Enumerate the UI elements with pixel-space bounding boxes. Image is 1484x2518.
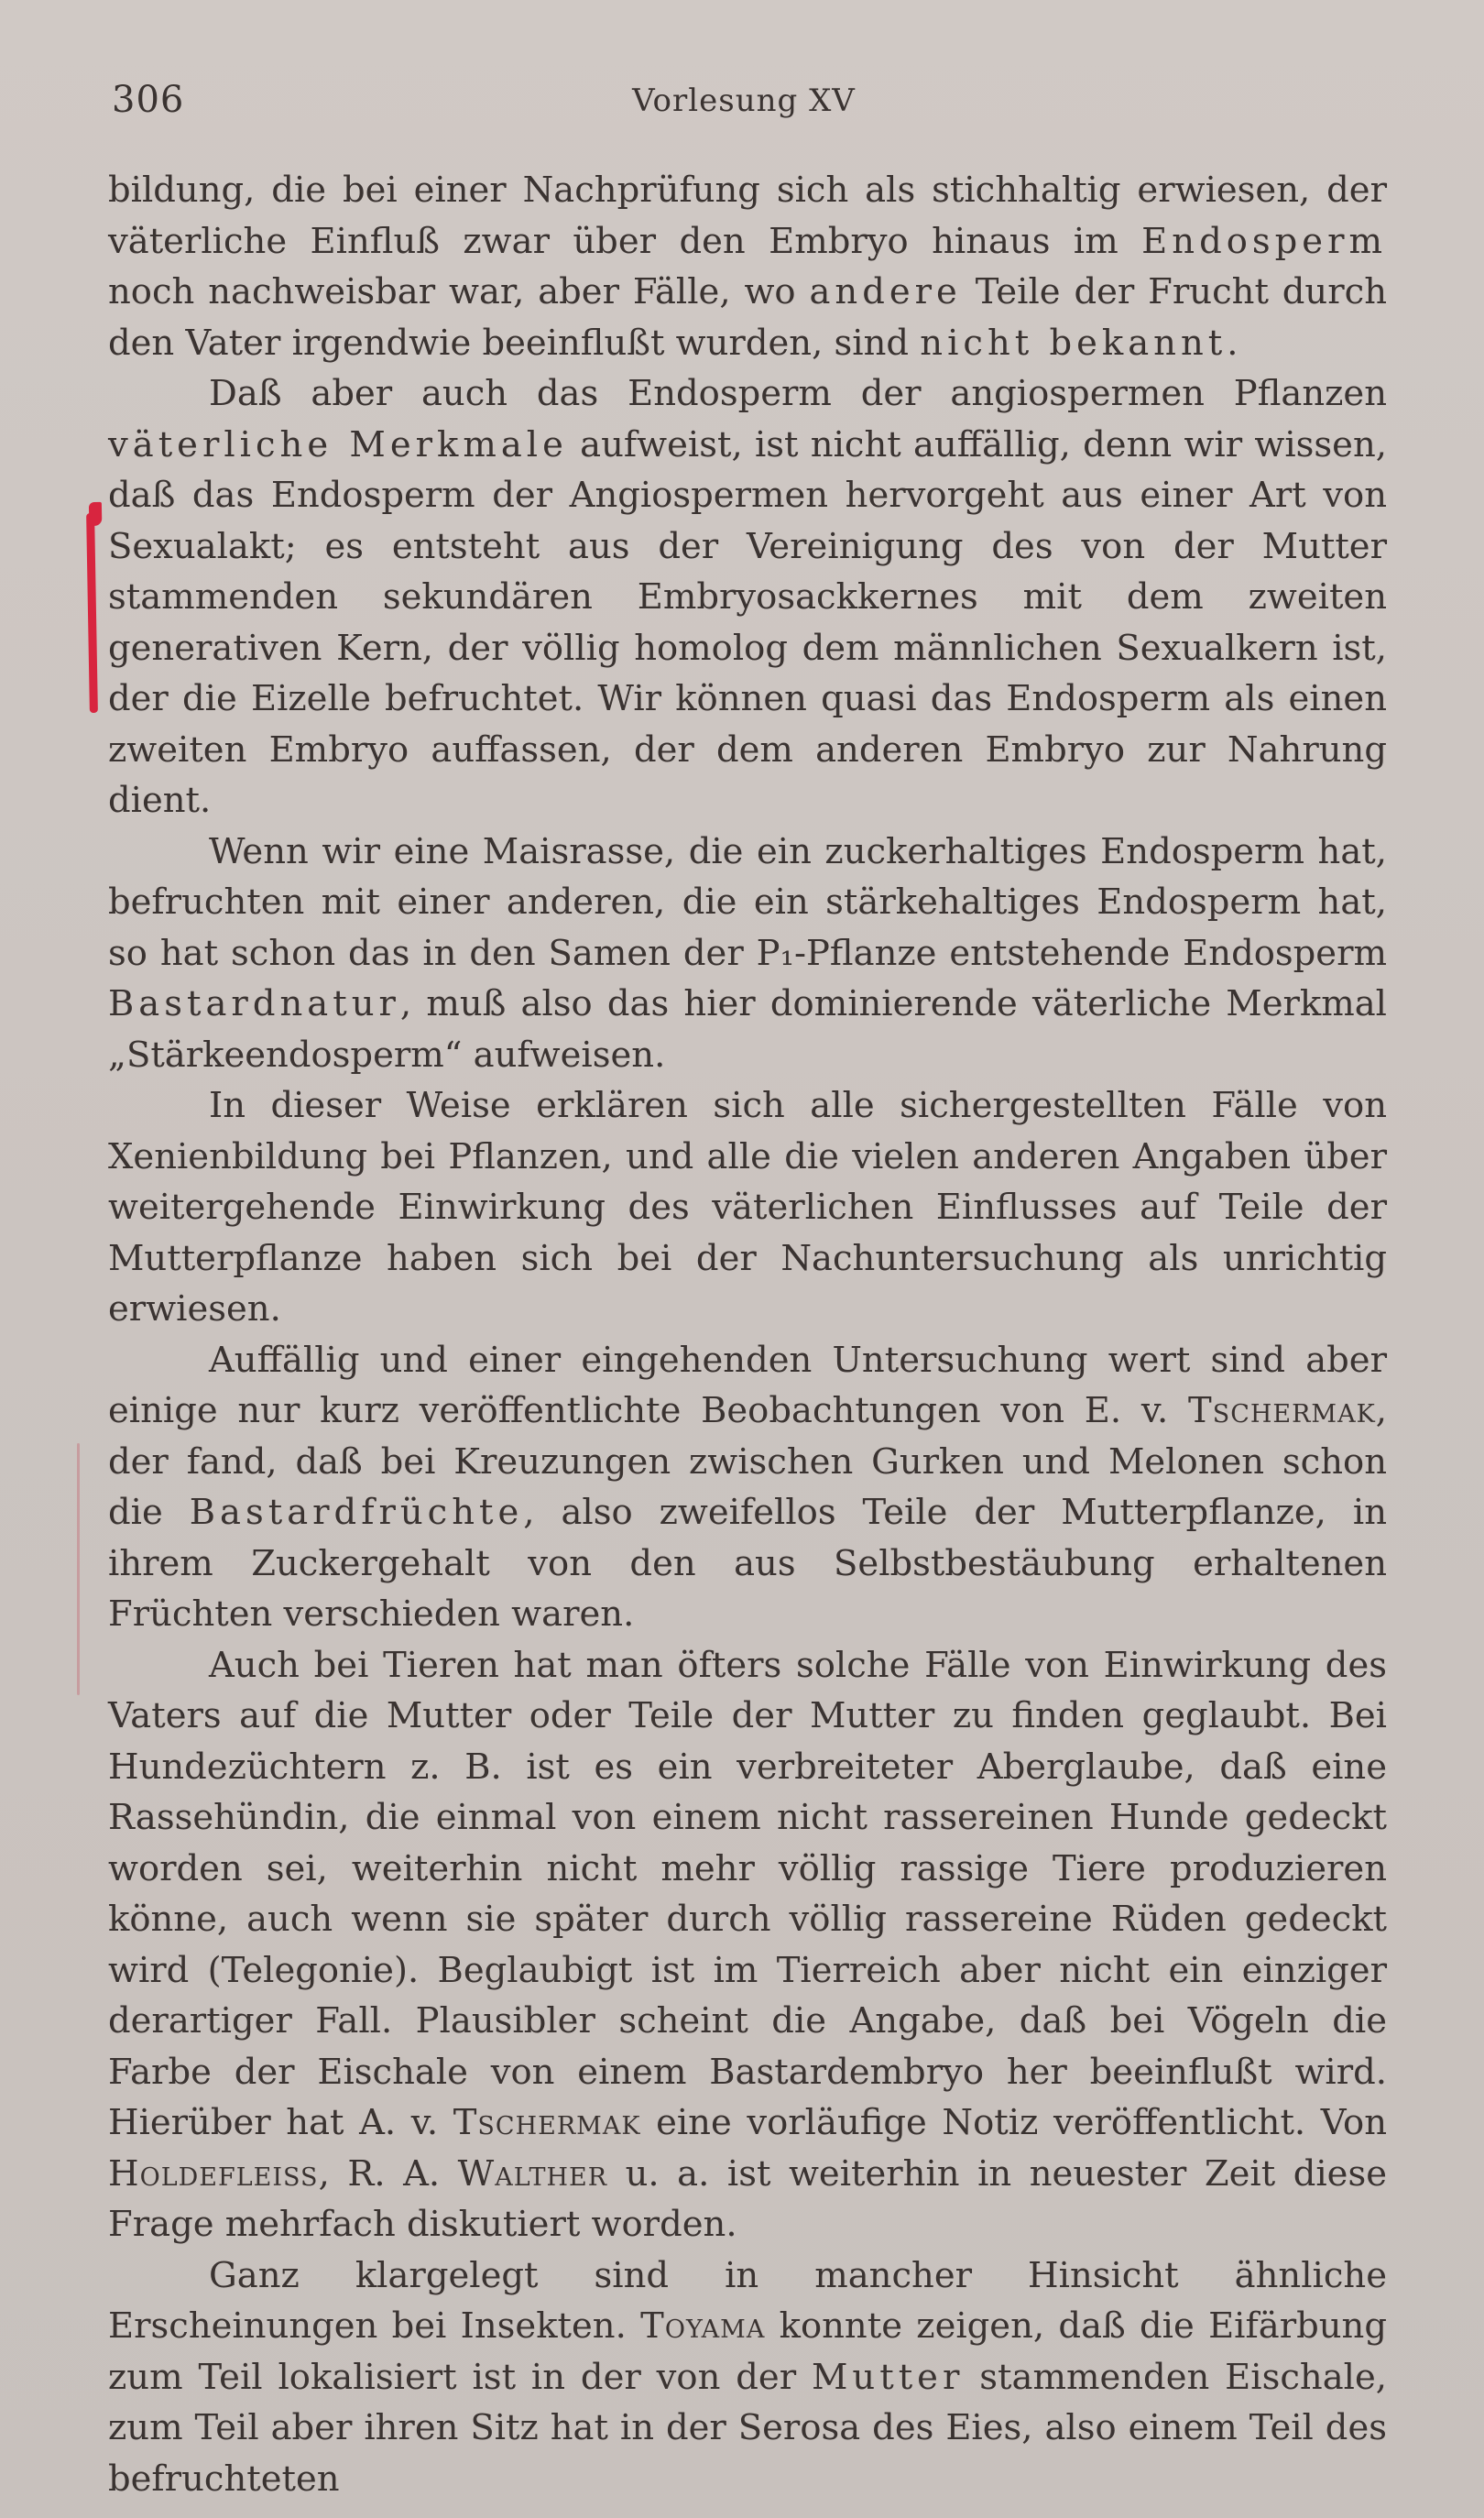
page-header xyxy=(112,79,1376,125)
author-name: Tschermak xyxy=(1188,1390,1376,1431)
author-name: Toyama xyxy=(640,2305,766,2347)
paragraph xyxy=(108,1080,1387,1335)
text-run: aufweist, ist nicht auffällig, denn wir wissen, daß das Endosperm der Angiospermen hervorgeht aus einer Art von Sexualakt; es entsteht aus der Vereinigung des von der Mutter stammenden sekundären Embryosackkernes mit dem zweiten generativen Kern, der völlig homolog dem männlichen Sexualkern ist, der die Eizelle befruchtet. Wir können quasi das Endosperm als einen zweiten Embryo auffassen, der dem anderen Embryo zur Nahrung dient. xyxy=(108,423,1387,821)
body-text xyxy=(108,165,1387,2504)
text-run: Auffällig und einer eingehenden Untersuchung wert sind aber einige nur kurz veröffentlichte Beobachtungen von E. v. xyxy=(108,1339,1387,1431)
text-run: Ganz klargelegt sind in mancher Hinsicht ähnliche Erscheinungen bei Insekten. xyxy=(108,2254,1387,2347)
spaced-emphasis: Bastardnatur xyxy=(108,983,400,1024)
spaced-emphasis: Endosperm xyxy=(1141,220,1387,262)
text-run: Daß aber auch das Endosperm der angiospermen Pflanzen xyxy=(209,373,1387,414)
text-run: eine vorläufige Notiz veröffentlicht. Von xyxy=(640,2102,1388,2143)
author-name: Holdefleiss xyxy=(108,2152,319,2195)
spaced-emphasis: Mutter xyxy=(812,2356,965,2398)
red-margin-mark xyxy=(86,513,98,713)
text-run: konnte zeigen, daß die Eifärbung zum Teil lokalisiert ist in der von der xyxy=(108,2305,1387,2398)
paragraph xyxy=(108,1335,1387,1640)
spaced-emphasis: andere xyxy=(809,271,962,312)
paragraph xyxy=(108,2250,1387,2505)
text-run: Teile der Frucht durch den Vater irgendwie beeinflußt wurden, sind xyxy=(108,271,1387,364)
text-run: , der fand, daß bei Kreuzungen zwischen Gurken und Melonen schon die xyxy=(108,1390,1387,1533)
author-name: Walther xyxy=(457,2152,608,2195)
text-run: In dieser Weise erklären sich alle sichergestellten Fälle von Xenienbildung bei Pflanzen, und alle die vielen anderen Angaben über weitergehende Einwirkung des väterlichen Einflusses auf Teile der Mutterpflanze haben sich bei der Nachuntersuchung als unrichtig erwiesen. xyxy=(108,1085,1387,1330)
text-run: , R. A. xyxy=(318,2152,458,2195)
text-run: u. a. ist weiterhin in neuester Zeit diese Frage mehrfach diskutiert worden. xyxy=(108,2152,1387,2245)
text-run: Wenn wir eine Maisrasse, die ein zuckerhaltiges Endosperm hat, befruchten mit einer anderen, die ein stärkehaltiges Endosperm hat, so hat schon das in den Samen der P₁-Pflanze entstehende Endosperm xyxy=(108,830,1387,974)
spaced-emphasis: nicht bekannt. xyxy=(920,322,1243,364)
paragraph xyxy=(108,165,1387,368)
text-run: Auch bei Tieren hat man öfters solche Fälle von Einwirkung des Vaters auf die Mutter oder Teile der Mutter zu finden geglaubt. Bei Hundezüchtern z. B. ist es ein verbreiteter Aberglaube, daß eine Rassehündin, die einmal von einem nicht rassereinen Hunde gedeckt worden sei, weiterhin nicht mehr völlig rassige Tiere produzieren könne, auch wenn sie später durch völlig rassereine Rüden gedeckt wird (Telegonie). Beglaubigt ist im Tierreich aber nicht ein einziger derartiger Fall. Plausibler scheint die Angabe, daß bei Vögeln die Farbe der Eischale von einem Bastardembryo her beeinflußt wird. Hierüber hat A. v. xyxy=(108,1644,1387,2143)
author-name: Tschermak xyxy=(453,2102,641,2143)
paragraph xyxy=(108,1640,1387,2250)
text-run: stammenden Eischale, zum Teil aber ihren Sitz hat in der Serosa des Eies, also einem Teil des befruchteten xyxy=(108,2356,1387,2500)
text-run: noch nachweisbar war, aber Fälle, wo xyxy=(108,271,810,312)
spaced-emphasis: Bastardfrüchte xyxy=(189,1492,524,1533)
paragraph xyxy=(108,827,1387,1081)
pencil-margin-mark xyxy=(77,1443,80,1695)
text-run: bildung, die bei einer Nachprüfung sich als stichhaltig erwiesen, der väterliche Einfluß zwar über den Embryo hinaus im xyxy=(108,170,1387,262)
spaced-emphasis: väterliche Merkmale xyxy=(108,423,568,465)
text-run: , also zweifellos Teile der Mutterpflanze, in ihrem Zuckergehalt von den aus Selbstbestäubung erhaltenen Früchten verschieden waren. xyxy=(108,1492,1388,1635)
text-run: , muß also das hier dominierende väterliche Merkmal „Stärkeendosperm“ aufweisen. xyxy=(108,983,1387,1076)
running-title: Vorlesung XV xyxy=(632,82,856,119)
page-number: 306 xyxy=(112,79,185,121)
paragraph xyxy=(108,368,1387,827)
